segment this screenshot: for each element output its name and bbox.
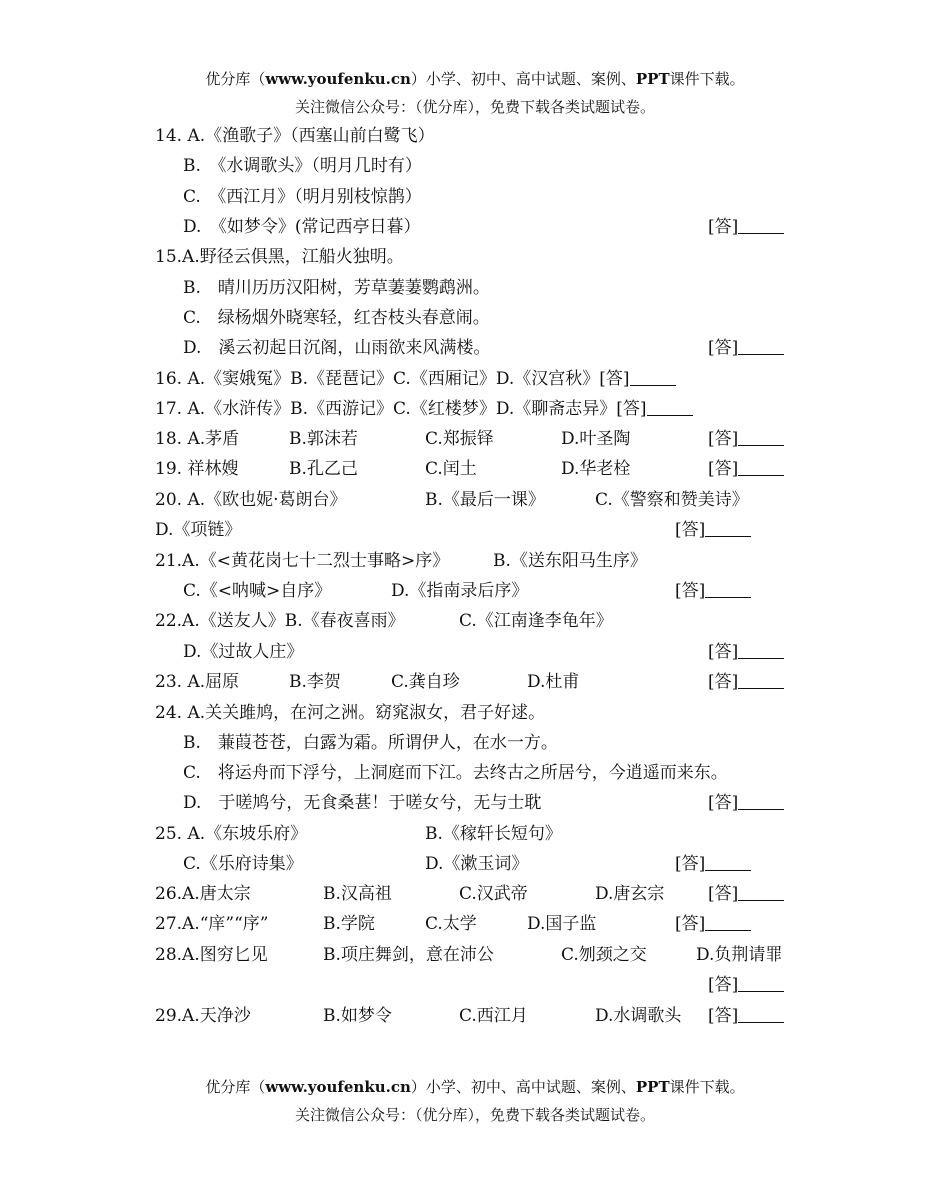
q19-option-b: B.孔乙己 — [289, 459, 358, 479]
q19-option-d: D.华老栓 — [561, 459, 631, 479]
q19-option-c: C.闰土 — [425, 459, 477, 479]
q20-answer[interactable] — [675, 519, 751, 541]
answer-blank[interactable] — [738, 672, 784, 689]
q23-option-d: D.杜甫 — [527, 672, 580, 692]
q16-text: 16. A.《窦娥冤》B.《琵琶记》C.《西厢记》D.《汉宫秋》 — [155, 369, 600, 389]
q17-text: 17. A.《水浒传》B.《西游记》C.《红楼梦》D.《聊斋志异》 — [155, 399, 617, 419]
q19-option-a: 19. 祥林嫂 — [155, 459, 239, 479]
q22-option-c: C.《江南逢李龟年》 — [459, 611, 613, 631]
answer-label: [答] — [599, 369, 630, 389]
answer-label: [答] — [708, 429, 739, 449]
answer-label: [答] — [675, 581, 706, 601]
answer-blank[interactable] — [738, 429, 784, 446]
q25-option-a: 25. A.《东坡乐府》 — [155, 824, 308, 844]
q27-answer[interactable] — [675, 913, 751, 935]
q25-option-d: D.《漱玉词》 — [425, 854, 529, 874]
answer-label: [答] — [708, 884, 739, 904]
footer-brand: 优分库（ — [205, 1078, 266, 1096]
answer-blank[interactable] — [738, 884, 784, 901]
q29-option-b: B.如梦令 — [323, 1006, 392, 1026]
q25-option-b: B.《稼轩长短句》 — [425, 824, 562, 844]
q17-options — [155, 398, 693, 420]
q21-answer[interactable] — [675, 580, 751, 602]
page-footer-line2: 关注微信公众号：（优分库），免费下载各类试题试卷。 — [294, 1106, 655, 1124]
answer-blank[interactable] — [738, 338, 784, 355]
answer-label: [答] — [708, 338, 739, 358]
answer-blank[interactable] — [738, 975, 784, 992]
footer-tail: ）小学、初中、高中试题、案例、 — [410, 1078, 636, 1096]
header-ppt: PPT — [635, 70, 670, 88]
q23-answer[interactable] — [708, 671, 784, 693]
q14-answer[interactable] — [708, 216, 784, 238]
q29-option-d: D.水调歌头 — [595, 1006, 682, 1026]
q25-option-c: C.《乐府诗集》 — [183, 854, 303, 874]
answer-label: [答] — [675, 914, 706, 934]
q26-answer[interactable] — [708, 883, 784, 905]
q26-option-a: 26.A.唐太宗 — [155, 884, 251, 904]
q15-option-c: C. 绿杨烟外晓寒轻，红杏枝头春意闹。 — [183, 308, 490, 328]
q23-option-c: C.龚自珍 — [391, 672, 460, 692]
q21-option-d: D.《指南录后序》 — [391, 581, 529, 601]
answer-blank[interactable] — [705, 914, 751, 931]
q28-answer[interactable] — [708, 974, 784, 996]
q16-options — [155, 368, 676, 390]
q29-answer[interactable] — [708, 1005, 784, 1027]
q20-option-d: D.《项链》 — [155, 520, 242, 540]
answer-blank[interactable] — [738, 793, 784, 810]
q27-option-b: B.学院 — [323, 914, 375, 934]
answer-blank[interactable] — [738, 642, 784, 659]
answer-blank[interactable] — [738, 1006, 784, 1023]
q28-option-d: D.负荆请罪 — [696, 945, 783, 965]
q27-option-d: D.国子监 — [527, 914, 597, 934]
header-site: www.youfenku.cn — [265, 70, 411, 88]
q27-option-c: C.太学 — [425, 914, 477, 934]
q22-option-d: D.《过故人庄》 — [183, 642, 304, 662]
q15-option-b: B. 晴川历历汉阳树，芳草萋萋鹦鹉洲。 — [183, 278, 490, 298]
q19-answer[interactable] — [708, 458, 784, 480]
answer-blank[interactable] — [705, 520, 751, 537]
q26-option-b: B.汉高祖 — [323, 884, 392, 904]
q20-option-b: B.《最后一课》 — [425, 490, 545, 510]
q16-answer-blank[interactable] — [630, 369, 676, 386]
footer-tail2: 课件下载。 — [669, 1078, 745, 1096]
q22-answer[interactable] — [708, 641, 784, 663]
answer-blank[interactable] — [705, 854, 751, 871]
answer-label: [答] — [708, 672, 739, 692]
q18-option-a: 18. A.茅盾 — [155, 429, 240, 449]
answer-label: [答] — [708, 217, 739, 237]
answer-label: [答] — [708, 642, 739, 662]
answer-label: [答] — [708, 793, 739, 813]
q29-option-c: C.西江月 — [459, 1006, 528, 1026]
q27-option-a: 27.A.“庠”“序” — [155, 914, 269, 934]
answer-blank[interactable] — [738, 217, 784, 234]
q18-option-d: D.叶圣陶 — [561, 429, 631, 449]
footer-site: www.youfenku.cn — [265, 1078, 411, 1096]
answer-label: [答] — [708, 459, 739, 479]
q26-option-d: D.唐玄宗 — [595, 884, 665, 904]
page-footer — [0, 1076, 950, 1097]
answer-label: [答] — [675, 520, 706, 540]
q17-answer-blank[interactable] — [647, 399, 693, 416]
q24-option-a: 24. A.关关雎鸠，在河之洲。窈窕淑女，君子好逑。 — [155, 703, 546, 723]
q24-option-b: B. 蒹葭苍苍，白露为霜。所谓伊人，在水一方。 — [183, 733, 558, 753]
q22-option-ab: 22.A.《送友人》B.《春夜喜雨》 — [155, 611, 405, 631]
footer-ppt: PPT — [635, 1078, 670, 1096]
q21-option-b: B.《送东阳马生序》 — [493, 551, 647, 571]
header-tail: ）小学、初中、高中试题、案例、 — [410, 70, 636, 88]
q14-option-a: 14. A.《渔歌子》（西塞山前白鹭飞） — [155, 126, 435, 146]
q15-option-d: D. 溪云初起日沉阁，山雨欲来风满楼。 — [183, 338, 491, 358]
q18-answer[interactable] — [708, 428, 784, 450]
answer-label: [答] — [708, 975, 739, 995]
q24-option-d: D. 于嗟鸠兮，无食桑葚！于嗟女兮，无与士耽 — [183, 793, 542, 813]
q18-option-b: B.郭沫若 — [289, 429, 358, 449]
q14-option-b: B. 《水调歌头》（明月几时有） — [183, 156, 422, 176]
answer-blank[interactable] — [738, 459, 784, 476]
q15-option-a: 15.A.野径云俱黑，江船火独明。 — [155, 247, 404, 267]
q21-option-a: 21.A.《<黄花岗七十二烈士事略>序》 — [155, 551, 450, 571]
q26-option-c: C.汉武帝 — [459, 884, 528, 904]
page-header-line2: 关注微信公众号：（优分库），免费下载各类试题试卷。 — [294, 98, 655, 116]
header-tail2: 课件下载。 — [669, 70, 745, 88]
answer-label: [答] — [675, 854, 706, 874]
q21-option-c: C.《<呐喊>自序》 — [183, 581, 332, 601]
q28-option-a: 28.A.图穷匕见 — [155, 945, 268, 965]
answer-label: [答] — [616, 399, 647, 419]
q23-option-a: 23. A.屈原 — [155, 672, 240, 692]
q28-option-c: C.刎颈之交 — [561, 945, 647, 965]
q23-option-b: B.李贺 — [289, 672, 341, 692]
q29-option-a: 29.A.天净沙 — [155, 1006, 251, 1026]
q15-answer[interactable] — [708, 337, 784, 359]
q24-answer[interactable] — [708, 792, 784, 814]
header-brand: 优分库（ — [205, 70, 266, 88]
q14-option-d: D. 《如梦令》(常记西亭日暮） — [183, 217, 421, 237]
answer-label: [答] — [708, 1006, 739, 1026]
q20-option-a: 20. A.《欧也妮·葛朗台》 — [155, 490, 347, 510]
q14-option-c: C. 《西江月》（明月别枝惊鹊） — [183, 187, 422, 207]
q18-option-c: C.郑振铎 — [425, 429, 494, 449]
answer-blank[interactable] — [705, 581, 751, 598]
q24-option-c: C. 将运舟而下浮兮，上洞庭而下江。去终古之所居兮，今逍遥而来东。 — [183, 763, 728, 783]
q20-option-c: C.《警察和赞美诗》 — [595, 490, 749, 510]
page-header — [0, 68, 950, 89]
q25-answer[interactable] — [675, 853, 751, 875]
q28-option-b: B.项庄舞剑，意在沛公 — [323, 945, 494, 965]
